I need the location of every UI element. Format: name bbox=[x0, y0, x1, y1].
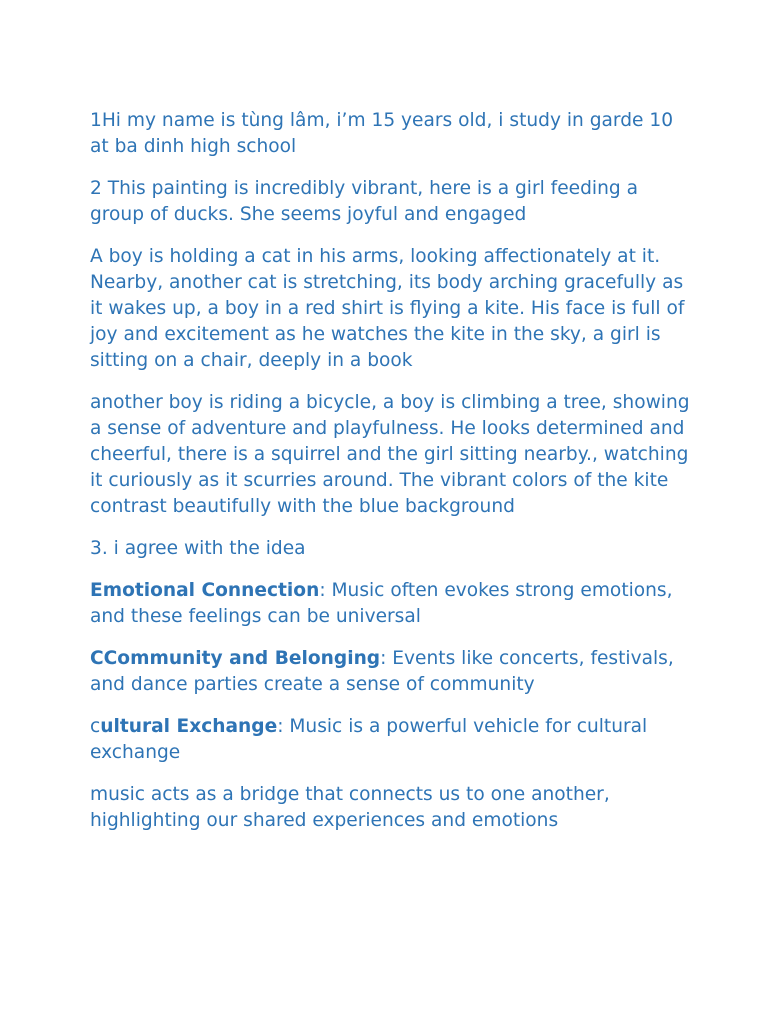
point-heading: CCommunity and Belonging bbox=[90, 648, 381, 669]
agreement-paragraph: 3. i agree with the idea bbox=[90, 538, 306, 559]
point-heading: Emotional Connection bbox=[90, 580, 320, 601]
closing-paragraph: music acts as a bridge that connects us to one another, highlighting our shared experiences and emotions bbox=[90, 784, 610, 831]
point-cultural-exchange bbox=[90, 714, 690, 766]
point-emotional-connection bbox=[90, 578, 690, 630]
bicycle-tree-paragraph: another boy is riding a bicycle, a boy is climbing a tree, showing a sense of adventure and playfulness. He looks determined and cheerful, there is a squirrel and the girl sitting nearby., watching it curiously as it scurries around. The vibrant colors of the kite contrast beautifully with the blue background bbox=[90, 392, 690, 517]
point-prefix: c bbox=[90, 716, 101, 737]
point-text: : Music is a powerful vehicle for cultural exchange bbox=[90, 716, 648, 763]
point-text: : Events like concerts, festivals, and dance parties create a sense of community bbox=[90, 648, 674, 695]
document-body bbox=[90, 108, 690, 850]
intro-paragraph: 1Hi my name is tùng lâm, i’m 15 years old, i study in garde 10 at ba dinh high school bbox=[90, 110, 674, 157]
point-text: : Music often evokes strong emotions, and these feelings can be universal bbox=[90, 580, 673, 627]
boy-cat-paragraph: A boy is holding a cat in his arms, looking affectionately at it. Nearby, another cat is stretching, its body arching gracefully as it wakes up, a boy in a red shirt is flying a kite. His face is full of joy and excitement as he watches the kite in the sky, a girl is sitting on a chair, deeply in a book bbox=[90, 246, 685, 371]
painting-description-paragraph: 2 This painting is incredibly vibrant, here is a girl feeding a group of ducks. She seems joyful and engaged bbox=[90, 178, 638, 225]
point-community-belonging bbox=[90, 646, 690, 698]
point-heading: ultural Exchange bbox=[100, 716, 278, 737]
